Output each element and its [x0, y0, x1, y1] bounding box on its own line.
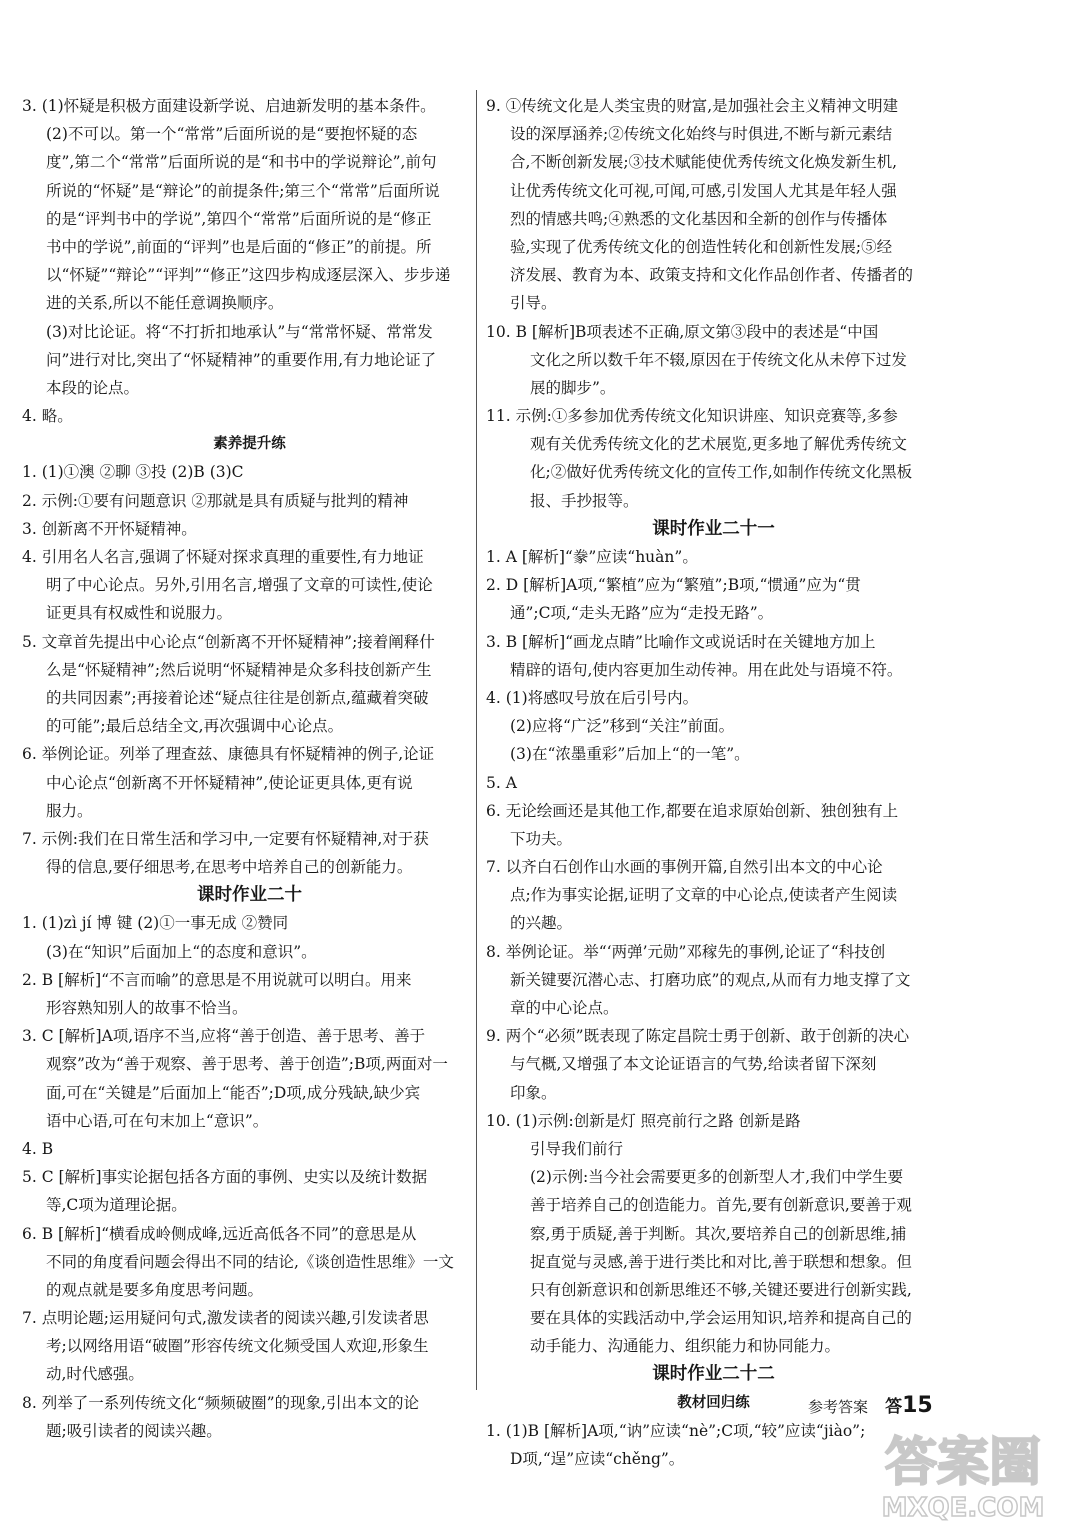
answer-line: 察,勇于质疑,善于判断。其次,要培养自己的创新思维,捕	[530, 1224, 907, 1243]
answer-line: 让优秀传统文化可视,可闻,可感,引发国人尤其是年轻人强	[510, 181, 897, 200]
answer-line: 11. 示例:①多参加优秀传统文化知识讲座、知识竞赛等,多参	[486, 407, 898, 426]
answer-line: (2)示例:当今社会需要更多的创新型人才,我们中学生要	[530, 1168, 904, 1187]
answer-line: 印象。	[510, 1083, 557, 1102]
answer-line: 9. ①传统文化是人类宝贵的财富,是加强社会主义精神文明建	[486, 97, 899, 115]
answer-line: 精辟的语句,使内容更加生动传神。用在此处与语境不符。	[510, 660, 903, 679]
answer-line: 文化之所以数千年不辍,原因在于传统文化从未停下过发	[530, 350, 907, 369]
answer-line: 6. B [解析]“横看成岭侧成峰,远近高低各不同”的意思是从	[22, 1224, 417, 1243]
answer-line: 语中心语,可在句末加上“意识”。	[46, 1111, 269, 1130]
answer-line: 动,时代感强。	[46, 1365, 144, 1384]
page-footer	[808, 1392, 933, 1418]
answer-line: 展的脚步”。	[530, 378, 616, 397]
answer-line: 的兴趣。	[510, 914, 573, 933]
answer-line: 度”,第二个“常常”后面所说的是“和书中的学说辩论”,前句	[46, 153, 437, 172]
answer-line: 形容熟知别人的故事不恰当。	[46, 999, 248, 1017]
answer-line: 1. (1)B [解析]A项,“讷”应读“nè”;C项,“较”应读“jiào”;	[486, 1421, 866, 1440]
answer-line: 明了中心论点。另外,引用名言,增强了文章的可读性,使论	[46, 576, 433, 595]
answer-line: 的是“评判书中的学说”,第四个“常常”后面所说的是“修正	[46, 209, 432, 228]
answer-line: 题;吸引读者的阅读兴趣。	[46, 1421, 222, 1440]
answer-line: 10. B [解析]B项表述不正确,原文第③段中的表述是“中国	[486, 322, 879, 341]
answer-line: 点;作为事实论据,证明了文章的中心论点,使读者产生阅读	[510, 886, 898, 905]
svg-text:答案圈: 答案圈	[884, 1433, 1042, 1493]
answer-line: 观有关优秀传统文化的艺术展览,更多地了解优秀传统文	[530, 435, 907, 454]
answer-line: 的共同因素”;再接着论述“疑点往往是创新点,蕴藏着突破	[46, 688, 429, 707]
answer-line: 么是“怀疑精神”;然后说明“怀疑精神是众多科技创新产生	[46, 660, 432, 679]
answer-line: 考;以网络用语“破圈”形容传统文化频受国人欢迎,形象生	[46, 1337, 429, 1356]
answer-line: (3)在“知识”后面加上“的态度和意识”。	[46, 942, 317, 961]
answer-line: 等,C项为道理论据。	[46, 1196, 187, 1215]
answer-line: 烈的情感共鸣;④熟悉的文化基因和全新的创作与传播体	[510, 209, 888, 228]
answer-line: 10. (1)示例:创新是灯 照亮前行之路 创新是路	[486, 1111, 801, 1130]
answer-line: (2)应将“广泛”移到“关注”前面。	[510, 717, 735, 736]
answer-line: 设的深厚涵养;②传统文化始终与时俱进,不断与新元素结	[510, 125, 893, 144]
watermark-logo	[868, 1418, 1058, 1528]
answer-line: 9. 两个“必须”既表现了陈定昌院士勇于创新、敢于创新的决心	[486, 1027, 910, 1046]
answer-line: 引导。	[510, 294, 557, 313]
column-divider	[476, 90, 477, 1390]
answer-line: 8. 举例论证。举“‘两弹’元勋”邓稼先的事例,论证了“科技创	[486, 942, 886, 961]
section-heading: 课时作业二十一	[652, 518, 775, 539]
answer-line: 所说的“怀疑”是“辩论”的前提条件;第三个“常常”后面所说	[46, 181, 440, 200]
page-number	[885, 1393, 933, 1418]
answer-line: 服力。	[46, 801, 93, 820]
answer-line: 3. B [解析]“画龙点睛”比喻作文或说话时在关键地方加上	[486, 632, 876, 651]
answer-line: 7. 点明论题;运用疑问句式,激发读者的阅读兴趣,引发读者思	[22, 1309, 429, 1328]
answer-line: 2. D [解析]A项,“繁植”应为“繁殖”;B项,“惯通”应为“贯	[486, 576, 861, 595]
answer-line: 问”进行对比,突出了“怀疑精神”的重要作用,有力地论证了	[46, 350, 437, 369]
answer-line: 只有创新意识和创新思维还不够,关键还要进行创新实践,	[530, 1280, 912, 1299]
answer-line: 中心论点“创新离不开怀疑精神”,使论证更具体,更有说	[46, 773, 413, 792]
answer-line: 7. 以齐白石创作山水画的事例开篇,自然引出本文的中心论	[486, 858, 883, 877]
answer-line: (2)不可以。第一个“常常”后面所说的是“要抱怀疑的态	[46, 125, 418, 144]
answer-line: 2. 示例:①要有问题意识 ②那就是具有质疑与批判的精神	[22, 491, 409, 510]
answer-line: 5. C [解析]事实论据包括各方面的事例、史实以及统计数据	[22, 1168, 428, 1187]
answer-line: 下功夫。	[510, 829, 573, 848]
subsection-heading: 素养提升练	[213, 436, 286, 453]
answer-line: 报、手抄报等。	[530, 491, 639, 510]
answer-line: 通”;C项,“走头无路”应为“走投无路”。	[510, 604, 774, 623]
answer-line: 进的关系,所以不能任意调换顺序。	[46, 294, 284, 313]
answer-line: 5. A	[486, 773, 517, 792]
answer-line: 证更具有权威性和说服力。	[46, 604, 233, 623]
answer-line: 4. 引用名人名言,强调了怀疑对探求真理的重要性,有力地证	[22, 548, 424, 566]
answer-line: 观察”改为“善于观察、善于思考、善于创造”;B项,两面对一	[46, 1055, 448, 1074]
answer-line: 新关键要沉潜心志、打磨功底”的观点,从而有力地支撑了文	[510, 970, 911, 989]
answer-line: 面,可在“关键是”后面加上“能否”;D项,成分残缺,缺少宾	[46, 1083, 421, 1102]
answer-line: 8. 列举了一系列传统文化“频频破圈”的现象,引出本文的论	[22, 1393, 419, 1412]
answer-line: 4. 略。	[22, 407, 73, 426]
answer-line: 动手能力、沟通能力、组织能力和协同能力。	[530, 1337, 841, 1356]
answer-line: 济发展、教育为本、政策支持和文化作品创作者、传播者的	[510, 266, 914, 285]
answer-line: (3)在“浓墨重彩”后加上“的一笔”。	[510, 745, 750, 764]
answer-line: 捉直觉与灵感,善于进行类比和对比,善于联想和想象。但	[530, 1252, 912, 1271]
answer-line: 3. (1)怀疑是积极方面建设新学说、启迪新发明的基本条件。	[22, 97, 436, 115]
answer-line: 2. B [解析]“不言而喻”的意思是不用说就可以明白。用来	[22, 970, 412, 989]
answer-line: 5. 文章首先提出中心论点“创新离不开怀疑精神”;接着阐释什	[22, 632, 435, 651]
answer-line: 1. A [解析]“豢”应读“huàn”。	[486, 548, 698, 566]
answer-line: 不同的角度看问题会得出不同的结论,《谈创造性思维》一文	[46, 1252, 454, 1271]
answer-line: 得的信息,要仔细思考,在思考中培养自己的创新能力。	[46, 858, 413, 877]
answer-line: 章的中心论点。	[510, 999, 619, 1017]
answer-line: (3)对比论证。将“不打折扣地承认”与“常常怀疑、常常发	[46, 322, 433, 341]
answer-line: 3. C [解析]A项,语序不当,应将“善于创造、善于思考、善于	[22, 1027, 426, 1046]
left-answer-column	[22, 92, 477, 1445]
answer-line: D项,“逞”应读“chěng”。	[510, 1450, 685, 1468]
footer-label: 参考答案	[808, 1398, 869, 1416]
answer-line: 6. 无论绘画还是其他工作,都要在追求原始创新、独创独有上	[486, 801, 899, 820]
page-number-digits: 15	[902, 1393, 933, 1418]
answer-line: 善于培养自己的创造能力。首先,要有创新意识,要善于观	[530, 1196, 912, 1215]
section-heading: 课时作业二十	[197, 885, 302, 906]
answer-line: 与气概,又增强了本文论证语言的气势,给读者留下深刻	[510, 1055, 877, 1074]
answer-line: 验,实现了优秀传统文化的创造性转化和创新性发展;⑤经	[510, 237, 893, 256]
answer-line: 的观点就是要多角度思考问题。	[46, 1280, 264, 1299]
right-answer-column	[486, 92, 941, 1473]
answer-line: 4. B	[22, 1139, 54, 1158]
answer-line: 4. (1)将感叹号放在后引号内。	[486, 688, 699, 707]
answer-line: 的可能”;最后总结全文,再次强调中心论点。	[46, 717, 344, 736]
answer-line: 合,不断创新发展;③技术赋能使优秀传统文化焕发新生机,	[510, 153, 898, 172]
answer-line: 1. (1)①澳 ②聊 ③投 (2)B (3)C	[22, 463, 244, 482]
section-heading: 课时作业二十二	[652, 1364, 775, 1385]
answer-line: 要在具体的实践活动中,学会运用知识,培养和提高自己的	[530, 1309, 912, 1328]
answer-line: 以“怀疑”“辩论”“评判”“修正”这四步构成逐层深入、步步递	[46, 266, 451, 285]
svg-text:MXQE.COM: MXQE.COM	[881, 1493, 1045, 1523]
answer-line: 7. 示例:我们在日常生活和学习中,一定要有怀疑精神,对于获	[22, 829, 429, 848]
answer-line: 引导我们前行	[530, 1139, 624, 1158]
page-prefix: 答	[885, 1397, 903, 1417]
answer-line: 化;②做好优秀传统文化的宣传工作,如制作传统文化黑板	[530, 463, 913, 482]
answer-line: 3. 创新离不开怀疑精神。	[22, 519, 197, 538]
answer-line: 书中的学说”,前面的“评判”也是后面的“修正”的前提。所	[46, 237, 432, 256]
subsection-heading: 教材回归练	[677, 1394, 750, 1411]
answer-line: 6. 举例论证。列举了理查兹、康德具有怀疑精神的例子,论证	[22, 745, 435, 764]
answer-line: 1. (1)zì jí 博 键 (2)①一事无成 ②赞同	[22, 914, 289, 933]
answer-line: 本段的论点。	[46, 378, 140, 397]
